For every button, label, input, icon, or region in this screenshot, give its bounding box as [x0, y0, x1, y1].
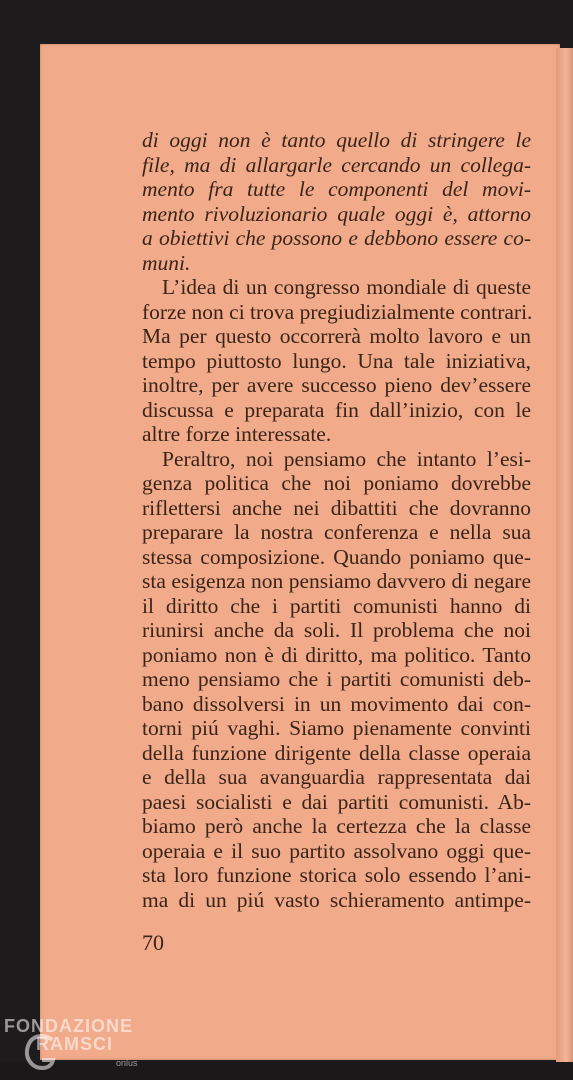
- text-line: riunirsi anche da soli. Il problema che noi: [142, 618, 531, 642]
- text-line: muni.: [142, 250, 191, 275]
- text-line: poniamo non è di diritto, ma politico. Tanto: [142, 642, 531, 667]
- text-line: mento fra tutte le componenti del movi-: [142, 177, 531, 201]
- text-line: Ma per questo occorrerà molto lavoro e un: [142, 324, 531, 348]
- text-line: torni piú vaghi. Siamo pienamente convinti: [142, 716, 531, 740]
- text-line: a obiettivi che possono e debbono essere co-: [142, 226, 531, 250]
- text-line: altre forze interessate.: [142, 422, 332, 446]
- text-line: operaia e il suo partito assolvano oggi que-: [142, 838, 531, 863]
- text-line: stessa composizione. Quando poniamo que-: [142, 544, 531, 569]
- watermark-line-2: RAMSCI: [36, 1034, 113, 1054]
- text-line: paesi socialisti e dai partiti comunisti. Ab-: [142, 789, 531, 814]
- fondazione-gramsci-watermark: [4, 1016, 144, 1076]
- text-line: genza politica che noi poniamo dovrebbe: [142, 471, 531, 495]
- page-number: 70: [142, 930, 164, 955]
- text-line: di oggi non è tanto quello di stringere le: [142, 128, 531, 152]
- text-line: discussa e preparata fin dall’inizio, con le: [142, 397, 531, 422]
- page-body-text: [142, 128, 531, 912]
- text-line: L’idea di un congresso mondiale di queste: [162, 275, 531, 299]
- text-line: sta esigenza non pensiamo davvero di negare: [142, 569, 531, 593]
- text-line: riflettersi anche nei dibattiti che dovranno: [142, 495, 531, 520]
- text-line: forze non ci trova pregiudizialmente contrari.: [142, 299, 533, 324]
- watermark-suffix: onlus: [116, 1058, 138, 1068]
- text-line: mento rivoluzionario quale oggi è, attorno: [142, 201, 531, 226]
- text-line: della funzione dirigente della classe operaia: [142, 740, 531, 765]
- text-line: tempo piuttosto lungo. Una tale iniziativa,: [142, 348, 531, 373]
- text-line: biamo però anche la certezza che la classe: [142, 814, 531, 838]
- page-edge: [556, 48, 573, 1080]
- text-line: preparare la nostra conferenza e nella sua: [142, 520, 531, 544]
- text-line: ma di un piú vasto schieramento antimpe-: [142, 887, 531, 912]
- text-line: inoltre, per avere successo pieno dev’essere: [142, 373, 531, 397]
- text-line: Peraltro, noi pensiamo che intanto l’esi-: [162, 446, 531, 471]
- text-line: bano dissolversi in un movimento dai con-: [142, 691, 531, 716]
- text-line: e della sua avanguardia rappresentata dai: [142, 765, 531, 789]
- text-line: meno pensiamo che i partiti comunisti deb-: [142, 667, 531, 691]
- text-line: file, ma di allargarle cercando un collega-: [142, 152, 531, 177]
- text-line: sta loro funzione storica solo essendo l’ani-: [142, 863, 531, 887]
- watermark-line-1: FONDAZIONE: [4, 1016, 133, 1036]
- text-line: il diritto che i partiti comunisti hanno di: [142, 593, 531, 618]
